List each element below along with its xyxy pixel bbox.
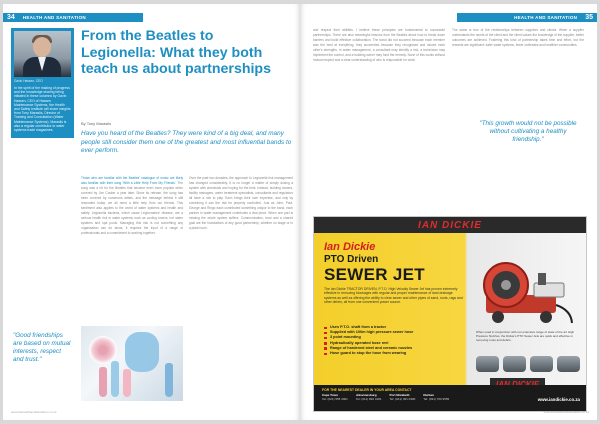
advert-side-text: When used in conjunction with our extensive range of state of the art High Pressure Nozzles, the Dickie's PTO Sewer Jets are quick and effective in removing roots and debris. — [476, 330, 575, 342]
photo-caption: Gavin Hassen, CEO — [14, 79, 43, 83]
sidebar-text: In the spirit of the making of progress and the knowledge sharing being initiated in these columns by Gavin Hassen, CEO of Hassen Maintenance Systems, the Health and Safety Institute will share insights from Tony Maraslis, Director of Training and Consultation (Water Maintenance Systems). Maraslis is also a regular contributor to water systems trade magazines. — [14, 86, 71, 133]
section-label: HEALTH AND SANITATION — [22, 15, 86, 20]
nozzle-image — [476, 356, 499, 372]
right-page — [300, 4, 597, 420]
page-header-bar — [3, 13, 143, 22]
advert-feature: Uses P.T.O. shaft from a tractor — [324, 325, 464, 330]
column-text: and respect their abilities. I believe these principles are fundamental to successful partnerships. There are also meaningful lessons from the Beatles about how to break down barriers and build effective collaboration. The band did not succeed because each member was the best at everything, they succeeded because they recognised and valued each other's strengths. In water management, a consultant may identify a risk, a technician may implement the control, and a building owner may fund the remedy. None of this works without mutual respect and a clear understanding of who is responsible for what. — [313, 28, 445, 62]
page-footer: www.thehealthandsanitation.co.za — [11, 410, 57, 414]
lab-photo — [81, 326, 183, 401]
branch-item: Johannesburg Tel: (011) 826 4181 — [355, 393, 382, 401]
body-column-1 — [81, 176, 183, 322]
nozzle-image — [530, 356, 553, 372]
branch-item: Port Elizabeth Tel: (041) 451 0300 — [389, 393, 416, 401]
body-column-2 — [189, 176, 293, 404]
contact-title: FOR THE NEAREST DEALER IN YOUR AREA CONTACT — [322, 388, 412, 392]
column-text: The song was a hit for the Beatles that became even more popular when covered by Joe Cocker a year later. Since its release, the song has been covered by numerous artists, and the message behind it still resonates today: we all need a little help from our friends. This sentiment also applies to the world of water systems and health and safety. Legionella bacteria, which cause Legionnaires' disease, are a serious health risk in water systems such as cooling towers, hot water systems and spa pools. Managing this risk is not something any organisation can do alone, it requires the input of a range of professionals and a commitment to working together. — [81, 181, 183, 235]
page-header-bar — [457, 13, 597, 22]
magazine-spread — [3, 4, 597, 420]
page-number: 34 — [3, 13, 19, 22]
body-column-1 — [313, 28, 445, 208]
advert-nozzle-images — [476, 353, 580, 375]
author-photo — [14, 31, 71, 77]
pull-quote: "Good friendships are based on mutual interests, respect and trust." — [13, 332, 71, 363]
nozzle-image — [557, 356, 580, 372]
sewer-jet-advert[interactable] — [313, 216, 587, 412]
page-footer: www.thehealthandsanitation.co.za — [543, 410, 589, 414]
sewer-jet-machine-image — [476, 255, 576, 327]
advert-top-banner — [314, 217, 586, 233]
pull-quote: "This growth would not be possible without cultivating a healthy friendship." — [479, 120, 577, 143]
branch-item: Cape Town Tel: (021) 555 3001 — [322, 393, 348, 401]
author-sidebar — [11, 28, 74, 138]
advert-contact-bar — [314, 385, 587, 412]
advert-body — [314, 233, 587, 385]
column-lead: Those who are familiar with the Beatles' catalogue of music are likely also familiar with their song 'With a Little Help From My Friends'. — [81, 176, 183, 185]
article-byline: By Tony Maraslis — [81, 121, 112, 126]
body-column-2 — [452, 28, 584, 110]
nozzle-image — [503, 356, 526, 372]
advert-subheadline: PTO Driven — [324, 254, 379, 265]
advert-feature: Hydraulically operated hose reel — [324, 341, 464, 346]
article-intro: Have you heard of the Beatles? They were kind of a big deal, and many people still consider them one of the greatest and most influential bands to ever perform. — [81, 130, 292, 155]
advert-logo: Ian Dickie — [324, 241, 376, 253]
advert-feature: Range of hardened steel and ceramic nozzles — [324, 346, 464, 351]
page-number: 35 — [581, 13, 597, 22]
advert-website-link[interactable]: www.iandickie.co.za — [537, 397, 580, 402]
section-label: HEALTH AND SANITATION — [514, 15, 578, 20]
advert-description: The Ian Dickie TRACTOR DRIVEN, P.T.O. High Velocity Sewer Jet has proven extremely effective in removing blockages with regular and proper maintenance of land drainage systems as well as offering the ability to clear sewer and other pipes of sand, roots, rags and other debris, all from one convenient power source. — [324, 287, 463, 305]
left-page — [3, 4, 300, 420]
advert-brand: IAN DICKIE — [418, 219, 482, 231]
advert-feature: Supplied with 100m high pressure sewer hose — [324, 330, 464, 335]
advert-feature: Hose guard to stop the hose from wearing — [324, 351, 464, 356]
branch-item: Durban Tel: (031) 700 9555 — [423, 393, 450, 401]
article-title: From the Beatles to Legionella: What they both teach us about partnerships — [81, 28, 271, 77]
advert-feature-list — [324, 325, 464, 356]
advert-feature: 3 point mounting — [324, 335, 464, 340]
column-text: The same is true of the relationships between suppliers and clients. When a supplier understands the needs of the client and the client values the knowledge of the supplier, better outcomes are achieved. Fostering this kind of partnership takes time and effort, but the rewards are significant: safer water systems, fewer outbreaks and healthier communities. — [452, 28, 584, 47]
advert-headline: SEWER JET — [324, 265, 425, 284]
column-text: Over the past two decades, the approach to Legionella risk management has changed considerably. It is no longer a matter of simply dosing a system with chemicals and hoping for the best. Instead, building owners, facility managers, water treatment specialists, consultants and regulators all have a role to play. Each brings their own expertise, and only by combining it can the risk be properly controlled. Just as John, Paul, George and Ringo each contributed something unique to the band, each partner in water management contributes a vital piece. When one part is missing the whole system suffers. Communication, trust and a shared goal are the foundations of any good partnership, whether on stage or in a plant room. — [189, 176, 293, 230]
